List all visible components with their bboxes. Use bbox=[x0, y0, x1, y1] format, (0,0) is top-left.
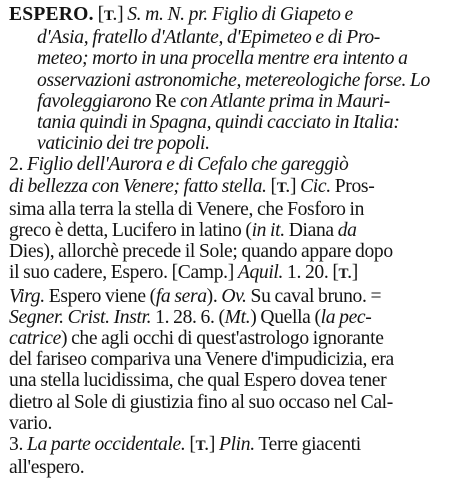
entry-line bbox=[9, 434, 465, 457]
entry-text: d'Asia, fratello d'Atlante, d'Epimeteo e di Pro- bbox=[37, 27, 380, 49]
entry-text: dietro al Sole di giustizia fino al suo occaso nel Cal- bbox=[9, 391, 393, 413]
entry-text: del fariseo compariva una Venere d'impudicizia, era bbox=[9, 349, 394, 371]
entry-text: favoleggiarono bbox=[37, 90, 156, 112]
source-tag: T. bbox=[103, 8, 118, 24]
entry-text: Espero viene ( bbox=[44, 285, 156, 307]
entry-text: [ bbox=[185, 434, 196, 456]
entry-text: 1. 28. 6. ( bbox=[151, 306, 225, 328]
headword: ESPERO. bbox=[9, 4, 94, 25]
entry-text: osservazioni astronomiche, metereologiche forse. Lo bbox=[37, 69, 430, 91]
entry-line bbox=[9, 70, 465, 91]
entry-line bbox=[9, 199, 465, 220]
entry-line bbox=[9, 413, 465, 434]
entry-line bbox=[9, 457, 465, 478]
entry-text: una stella lucidissima, che qual Espero dovea tener bbox=[9, 370, 387, 392]
entry-text: Re bbox=[155, 90, 177, 112]
entry-text: [ bbox=[266, 175, 277, 197]
entry-text: Aquil. bbox=[237, 262, 284, 284]
entry-text: Pros- bbox=[330, 175, 375, 197]
entry-line bbox=[9, 133, 465, 154]
entry-text: in it. bbox=[251, 220, 285, 242]
entry-text: Segner. Crist. Instr. bbox=[9, 306, 152, 328]
entry-line bbox=[9, 370, 465, 391]
entry-text: ] bbox=[289, 175, 301, 197]
entry-line bbox=[9, 91, 465, 112]
entry-text: catrice bbox=[9, 328, 61, 350]
entry-text: Su caval bruno. = bbox=[246, 285, 382, 307]
entry-text: Dies), allorchè precede il Sole; quando appare dopo bbox=[9, 241, 393, 263]
entry-text: ) Quella ( bbox=[250, 306, 321, 328]
source-tag: T. bbox=[276, 179, 290, 196]
entry-text: ). bbox=[206, 285, 222, 307]
entry-text: ] bbox=[208, 434, 219, 456]
source-tag: T. bbox=[338, 266, 352, 283]
entry-line bbox=[9, 176, 465, 199]
entry-line bbox=[9, 154, 465, 175]
entry-text: S. m. N. pr. Figlio di Giapeto e bbox=[127, 4, 353, 25]
entry-text: meteo; morto in una procella mentre era intento a bbox=[37, 48, 408, 70]
entry-line bbox=[9, 48, 465, 69]
entry-text: ] bbox=[351, 262, 358, 284]
entry-text: sima alla terra la stella di Venere, che Fosforo in bbox=[9, 198, 365, 220]
entry-line bbox=[9, 286, 465, 307]
entry-line bbox=[9, 328, 465, 349]
entry-text: da bbox=[337, 220, 357, 242]
entry-text: ] bbox=[117, 4, 128, 25]
entry-text: 2. bbox=[9, 154, 27, 176]
entry-text: Virg. bbox=[9, 285, 45, 307]
entry-line bbox=[9, 4, 465, 27]
entry-text: la pec- bbox=[320, 306, 372, 328]
entry-text: con Atlante prima in Mauri- bbox=[176, 90, 390, 112]
entry-text: Plin. bbox=[218, 434, 255, 456]
entry-text: Mt. bbox=[224, 306, 251, 328]
entry-text: La parte occidentale. bbox=[26, 434, 186, 456]
entry-text: Terre giacenti bbox=[254, 434, 361, 456]
entry-text: greco è detta, Lucifero in latino ( bbox=[9, 220, 252, 242]
entry-text: il suo cadere, Espero. [Camp.] bbox=[9, 262, 238, 284]
entry-text: 1. 20. [ bbox=[283, 262, 339, 284]
entry-text: Cic. bbox=[300, 175, 331, 197]
entry-text: tania quindi in Spagna, quindi cacciato in Italia: bbox=[37, 112, 400, 134]
entry-text: Figlio dell'Aurora e di Cefalo che gareggiò bbox=[26, 154, 349, 176]
entry-text: fa sera bbox=[155, 285, 207, 307]
entry-text: di bellezza con Venere; fatto stella. bbox=[9, 175, 267, 197]
entry-line bbox=[9, 112, 465, 133]
entry-line bbox=[9, 349, 465, 370]
entry-text: [ bbox=[93, 4, 104, 25]
entry-line bbox=[9, 262, 465, 285]
entry-text: ) che agli occhi di quest'astrologo ignorante bbox=[60, 328, 384, 350]
dictionary-entry-espero bbox=[9, 4, 465, 478]
entry-text: vario. bbox=[9, 412, 53, 434]
entry-line bbox=[9, 392, 465, 413]
source-tag: T. bbox=[195, 438, 209, 455]
entry-text: 3. bbox=[9, 434, 27, 456]
entry-line bbox=[9, 27, 465, 48]
entry-line bbox=[9, 307, 465, 328]
entry-text: Ov. bbox=[221, 285, 247, 307]
entry-text: all'espero. bbox=[9, 457, 85, 478]
entry-text: Diana bbox=[284, 220, 338, 242]
entry-line bbox=[9, 220, 465, 241]
entry-text: vaticinio dei tre popoli. bbox=[37, 133, 210, 155]
entry-line bbox=[9, 241, 465, 262]
